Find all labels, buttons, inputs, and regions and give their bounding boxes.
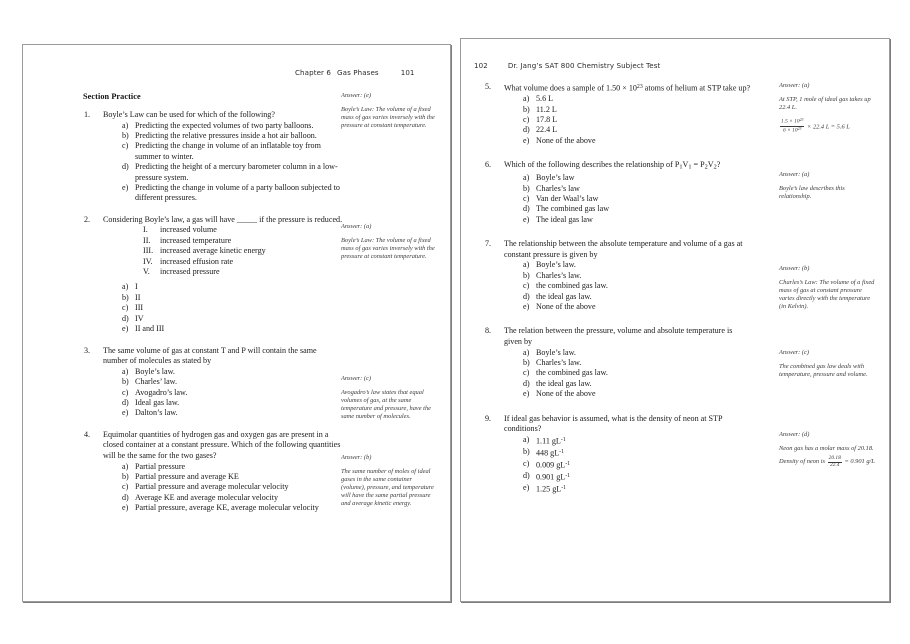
choice-item[interactable]	[122, 472, 343, 482]
question-9-choices	[484, 435, 752, 495]
choice-label: c)	[523, 368, 530, 378]
question-4-number: 4.	[84, 429, 91, 439]
choice-item[interactable]	[122, 398, 343, 408]
roman-label: I.	[143, 225, 148, 235]
choice-text: Predicting the change in volume of a party balloon subjected to different pressures.	[135, 183, 340, 203]
choice-item[interactable]	[523, 204, 752, 214]
choice-label: d)	[523, 378, 530, 388]
denominator-base: 6 × 10	[783, 127, 798, 134]
choice-item[interactable]	[523, 215, 752, 225]
answer-key-q7: Answer: (b)	[779, 265, 810, 272]
choice-label: d)	[122, 397, 129, 407]
choice-item[interactable]	[523, 271, 752, 281]
roman-label: V.	[143, 267, 150, 277]
choice-item[interactable]	[523, 435, 752, 447]
unit-exponent: -1	[561, 484, 567, 491]
question-2-stem-part2: if the pressure is reduced.	[259, 214, 343, 224]
choice-label: e)	[122, 503, 129, 513]
choice-item[interactable]	[523, 471, 752, 483]
answer-explanation-q9: Neon gas has a molar mass of 20.18.	[779, 445, 874, 453]
choice-item[interactable]	[523, 94, 752, 104]
choice-text	[536, 447, 752, 459]
fraction	[828, 456, 842, 468]
roman-item	[143, 236, 343, 246]
choice-item[interactable]	[523, 136, 752, 146]
choice-label: a)	[523, 347, 530, 357]
choice-item[interactable]	[523, 348, 752, 358]
choice-item[interactable]	[523, 379, 752, 389]
choice-text	[536, 471, 752, 483]
choice-text: Predicting the expected volumes of two party balloons.	[135, 120, 314, 130]
choice-label: b)	[523, 446, 530, 456]
question-1	[83, 110, 343, 204]
choice-text: I	[135, 282, 138, 292]
answer-key-q2: Answer: (a)	[341, 223, 372, 230]
choice-text: None of the above	[536, 135, 596, 145]
choice-label: b)	[122, 292, 129, 302]
answer-explanation-q7: Charles’s Law: The volume of a fixed mass of gas at constant pressure varies directly with the temperature (in Kelvin).	[779, 279, 875, 311]
choice-text: Boyle’s law.	[135, 366, 175, 376]
choice-label: c)	[122, 141, 129, 151]
choice-label: b)	[523, 104, 530, 114]
choice-item[interactable]	[122, 282, 343, 292]
question-3-stem: The same volume of gas at constant T and P will contain the same number of molecules as stated by	[103, 345, 317, 366]
question-5-stem-part2: atoms of helium at STP take up?	[642, 83, 751, 93]
choice-item[interactable]	[523, 302, 752, 312]
answer-sidebar-q9	[779, 431, 875, 469]
choice-label: b)	[523, 270, 530, 280]
choice-text: the ideal gas law.	[536, 378, 592, 388]
choice-text: Predicting the relative pressures inside a hot air balloon.	[135, 131, 317, 140]
question-5	[484, 82, 752, 146]
answer-explanation-q1: Boyle’s Law: The volume of a fixed mass of gas varies inversely with the pressure at constant temperature.	[341, 106, 435, 130]
choice-label: b)	[523, 358, 530, 368]
choice-text: Van der Waal’s law	[536, 194, 599, 204]
choice-text: 11.2 L	[536, 104, 557, 114]
answer-sidebar-q1	[341, 92, 437, 130]
numerator-base: 1.5 × 10	[781, 118, 800, 125]
subscript: 2	[704, 163, 708, 171]
choice-text: None of the above	[536, 389, 596, 399]
choice-label: b)	[523, 183, 530, 193]
roman-label: II.	[143, 235, 151, 245]
variable-v: V	[682, 160, 689, 170]
roman-text: increased pressure	[160, 267, 220, 277]
choice-label: c)	[122, 482, 129, 492]
subscript: 1	[679, 163, 683, 171]
choice-item[interactable]	[122, 314, 343, 324]
choice-label: e)	[122, 324, 129, 334]
choice-item[interactable]	[523, 194, 752, 204]
choice-label: b)	[122, 471, 129, 481]
fraction-denominator	[780, 127, 804, 134]
roman-item	[143, 267, 343, 277]
question-4	[83, 430, 343, 514]
choice-text: Boyle’s law	[536, 173, 575, 183]
choice-text: Average KE and average molecular velocity	[135, 492, 278, 502]
question-9-number: 9.	[485, 413, 492, 423]
choice-label: c)	[523, 194, 530, 204]
question-6	[484, 160, 752, 225]
running-head-right	[474, 61, 660, 70]
choice-text: Charles’s law.	[536, 270, 582, 280]
choice-text: Ideal gas law.	[135, 397, 180, 407]
choice-label: d)	[523, 125, 530, 135]
question-8-number: 8.	[485, 326, 492, 336]
question-6-choices	[484, 173, 752, 225]
choice-text	[536, 435, 752, 447]
fraction-numerator: 20.18	[828, 455, 841, 462]
answer-key-q5: Answer: (a)	[779, 82, 810, 89]
choice-label: e)	[523, 135, 530, 145]
question-5-stem	[504, 82, 752, 94]
page-right	[460, 38, 890, 602]
question-2-number: 2.	[84, 214, 91, 224]
choice-label: a)	[122, 366, 129, 376]
answer-key-q9: Answer: (d)	[779, 431, 810, 438]
choice-item[interactable]	[122, 482, 343, 492]
answer-sidebar-q4	[341, 454, 437, 509]
roman-text: increased effusion rate	[160, 256, 234, 266]
choice-label: c)	[523, 458, 530, 468]
choice-text: Partial pressure	[135, 461, 186, 471]
choice-label: e)	[122, 408, 129, 418]
answer-formula-q9	[779, 456, 875, 468]
choice-item[interactable]	[122, 293, 343, 303]
choice-text: IV	[135, 313, 144, 323]
choice-item[interactable]	[523, 281, 752, 291]
choice-item[interactable]	[523, 125, 752, 135]
unit-exponent: -1	[565, 472, 571, 479]
choice-label: b)	[122, 131, 129, 140]
roman-label: III.	[143, 246, 154, 256]
choice-label: a)	[122, 282, 129, 292]
answer-explanation-q6: Boyle’s law describes this relationship.	[779, 185, 845, 201]
choice-label: a)	[122, 120, 129, 130]
question-7	[484, 239, 752, 312]
choice-label: e)	[523, 302, 530, 312]
choice-item[interactable]	[523, 389, 752, 399]
answer-key-q3: Answer: (c)	[341, 375, 371, 382]
answer-sidebar-q6	[779, 171, 875, 201]
choice-item[interactable]	[523, 358, 752, 368]
question-1-stem: Boyle’s Law can be used for which of the following?	[103, 110, 275, 119]
choice-text	[536, 483, 752, 495]
answer-explanation-q4: The same number of moles of ideal gases in the same container (volume), pressure, and temperature will have the same partial pressure and average kinetic energy.	[341, 468, 434, 508]
choice-item[interactable]	[122, 131, 343, 141]
numerator-exponent: 23	[799, 118, 804, 123]
choice-text: Charles’s law	[536, 183, 580, 193]
question-2-roman-list	[83, 225, 343, 277]
choice-value: 0.009 gL	[536, 460, 566, 470]
formula-lead: Density of neon is	[779, 458, 825, 466]
choice-label: c)	[122, 387, 129, 397]
question-6-stem	[504, 160, 752, 173]
answer-sidebar-q2	[341, 223, 437, 261]
choice-text: 17.8 L	[536, 115, 558, 125]
page-folio-102: 102	[474, 61, 488, 70]
choice-item[interactable]	[122, 493, 343, 503]
choice-label: e)	[523, 482, 530, 492]
question-5-choices	[484, 94, 752, 146]
question-7-stem: The relationship between the absolute temperature and volume of a gas at constant pressure is given by	[504, 239, 743, 259]
choice-label: c)	[523, 115, 530, 125]
formula-tail: = 0.901 g/L	[844, 458, 875, 466]
choice-value: 0.901 gL	[536, 472, 566, 482]
question-5-stem-part1: What volume does a sample of 1.50 × 10	[504, 83, 637, 93]
question-7-number: 7.	[485, 239, 492, 249]
page-folio-101: 101	[400, 68, 415, 77]
choice-text: Partial pressure, average KE, average molecular velocity	[135, 503, 319, 513]
choice-label: d)	[122, 162, 129, 172]
choice-text: Boyle’s law.	[536, 260, 576, 270]
answer-key-q6: Answer: (a)	[779, 171, 810, 178]
question-3	[83, 346, 343, 419]
answer-key-q8: Answer: (c)	[779, 349, 809, 356]
question-4-choices	[83, 462, 343, 514]
answer-explanation-q5: At STP, 1 mole of ideal gas takes up 22.4 L.	[779, 96, 871, 112]
section-heading: Section Practice	[83, 92, 141, 101]
question-8-stem: The relation between the pressure, volume and absolute temperature is given by	[504, 326, 733, 347]
question-3-number: 3.	[84, 345, 91, 355]
answer-explanation-q2: Boyle’s Law: The volume of a fixed mass of gas varies inversely with the pressure at constant temperature.	[341, 237, 435, 261]
choice-text: The combined gas law	[536, 204, 610, 214]
choice-text: the combined gas law.	[536, 281, 608, 291]
choice-item[interactable]	[122, 183, 343, 204]
question-2-stem	[103, 215, 343, 226]
choice-item[interactable]	[523, 292, 752, 302]
roman-item	[143, 225, 343, 235]
unit-exponent: -1	[559, 448, 565, 455]
choice-text	[536, 459, 752, 471]
choice-label: a)	[523, 173, 530, 183]
question-5-exponent: 23	[636, 84, 643, 90]
page-left	[22, 44, 451, 602]
choice-item[interactable]	[523, 459, 752, 471]
question-2-stem-part1: Considering Boyle’s law, a gas will have	[103, 214, 235, 224]
roman-text: increased average kinetic energy	[160, 246, 266, 256]
fraction-numerator	[780, 118, 804, 126]
choice-label: e)	[523, 389, 530, 399]
choice-value: 1.11 gL	[536, 436, 561, 446]
choice-text: Charles’s law.	[536, 358, 582, 368]
choice-text: Predicting the height of a mercury barometer column in a low-pressure system.	[135, 162, 338, 182]
choice-text: 5.6 L	[536, 94, 554, 104]
choice-text: Avogadro’s law.	[135, 387, 188, 397]
choice-item[interactable]	[122, 121, 343, 131]
choice-text: the combined gas law.	[536, 368, 608, 378]
choice-label: d)	[523, 204, 530, 214]
choice-item[interactable]	[122, 324, 343, 334]
roman-text: increased volume	[160, 225, 217, 235]
choice-label: e)	[523, 214, 530, 224]
choice-label: b)	[122, 377, 129, 387]
answer-sidebar-q8	[779, 349, 875, 379]
running-head-title: Gas Phases	[337, 68, 379, 77]
question-9-stem: If ideal gas behavior is assumed, what is the density of neon at STP conditions?	[504, 413, 723, 434]
question-2-choices	[83, 282, 343, 334]
question-4-stem: Equimolar quantities of hydrogen gas and oxygen gas are present in a closed container at a constant pressure. Which of the following quantities will be the same for the two gases?	[103, 429, 341, 460]
left-page-text-column	[83, 92, 343, 522]
answer-sidebar-q7	[779, 265, 875, 311]
choice-label: a)	[523, 94, 530, 104]
answer-key-q1: Answer: (e)	[341, 92, 371, 99]
choice-label: d)	[523, 291, 530, 301]
formula-tail: × 22.4 L = 5.6 L	[807, 123, 850, 131]
choice-text: Boyle’s law.	[536, 347, 576, 357]
question-3-choices	[83, 367, 343, 419]
equals-p: = P	[691, 160, 705, 170]
variable-v2: V	[707, 160, 714, 170]
question-6-stem-part1: Which of the following describes the relationship of P	[504, 160, 680, 170]
choice-item[interactable]	[523, 447, 752, 459]
denominator-exponent: 23	[797, 126, 802, 131]
question-2	[83, 215, 343, 335]
choice-text: the ideal gas law.	[536, 291, 592, 301]
choice-text: Partial pressure and average molecular velocity	[135, 482, 289, 492]
choice-item[interactable]	[122, 462, 343, 472]
roman-item	[143, 257, 343, 267]
choice-label: a)	[523, 260, 530, 270]
question-8	[484, 326, 752, 399]
answer-formula-q5	[779, 118, 875, 134]
question-1-choices	[83, 121, 343, 204]
choice-label: e)	[122, 183, 129, 193]
choice-item[interactable]	[122, 377, 343, 387]
choice-label: d)	[523, 470, 530, 480]
choice-text: Partial pressure and average KE	[135, 471, 239, 481]
running-head-chapter: Chapter 6	[295, 68, 332, 77]
choice-text: None of the above	[536, 302, 596, 312]
choice-label: d)	[122, 492, 129, 502]
choice-text: Predicting the change in volume of an inflatable toy from summer to winter.	[135, 141, 321, 161]
roman-item	[143, 246, 343, 256]
fraction-denominator: 22.4	[829, 461, 840, 468]
choice-item[interactable]	[523, 184, 752, 194]
running-head-left	[295, 68, 415, 77]
answer-sidebar-q3	[341, 375, 437, 421]
roman-text: increased temperature	[160, 235, 232, 245]
subscript: 2	[713, 163, 717, 171]
choice-item[interactable]	[523, 483, 752, 495]
subscript: 1	[688, 163, 692, 171]
question-6-number: 6.	[485, 160, 492, 170]
choice-label: c)	[523, 281, 530, 291]
choice-value: 1.25 gL	[536, 484, 562, 494]
answer-sidebar-q5	[779, 82, 875, 134]
fraction	[780, 118, 804, 134]
choice-label: c)	[122, 303, 129, 313]
choice-label: d)	[122, 313, 129, 323]
choice-text: Dalton’s law.	[135, 408, 178, 418]
choice-text: III	[135, 303, 144, 313]
unit-exponent: -1	[565, 460, 571, 467]
choice-value: 448 gL	[536, 448, 560, 458]
choice-item[interactable]	[122, 162, 343, 183]
choice-item[interactable]	[523, 368, 752, 378]
choice-item[interactable]	[122, 303, 343, 313]
choice-text: The ideal gas law	[536, 214, 593, 224]
answer-explanation-q8: The combined gas law deals with temperature, pressure and volume.	[779, 363, 868, 379]
question-9	[484, 414, 752, 495]
question-5-number: 5.	[485, 82, 492, 91]
question-1-number: 1.	[84, 110, 91, 119]
choice-item[interactable]	[122, 408, 343, 418]
question-2-blank: _____	[236, 214, 258, 224]
choice-item[interactable]	[523, 105, 752, 115]
choice-text: II and III	[135, 324, 165, 334]
choice-item[interactable]	[523, 115, 752, 125]
choice-item[interactable]	[122, 388, 343, 398]
book-title: Dr. Jang’s SAT 800 Chemistry Subject Test	[507, 61, 661, 70]
choice-item[interactable]	[122, 367, 343, 377]
choice-label: a)	[122, 461, 129, 471]
question-mark: ?	[716, 160, 721, 170]
choice-text: Charles’ law.	[135, 377, 178, 387]
answer-explanation-q3: Avogadro’s law states that equal volumes of gas, at the same temperature and pressure, have the same number of molecules.	[341, 389, 431, 421]
answer-key-q4: Answer: (b)	[341, 454, 372, 461]
choice-item[interactable]	[523, 260, 752, 270]
choice-item[interactable]	[122, 503, 343, 513]
unit-exponent: -1	[560, 436, 566, 443]
choice-text: 22.4 L	[536, 125, 558, 135]
choice-text: II	[135, 292, 141, 302]
question-7-choices	[484, 260, 752, 312]
roman-label: IV.	[143, 256, 153, 266]
question-8-choices	[484, 348, 752, 400]
choice-item[interactable]	[122, 141, 343, 162]
choice-item[interactable]	[523, 173, 752, 183]
choice-label: a)	[523, 434, 530, 444]
right-page-text-column	[484, 82, 752, 503]
